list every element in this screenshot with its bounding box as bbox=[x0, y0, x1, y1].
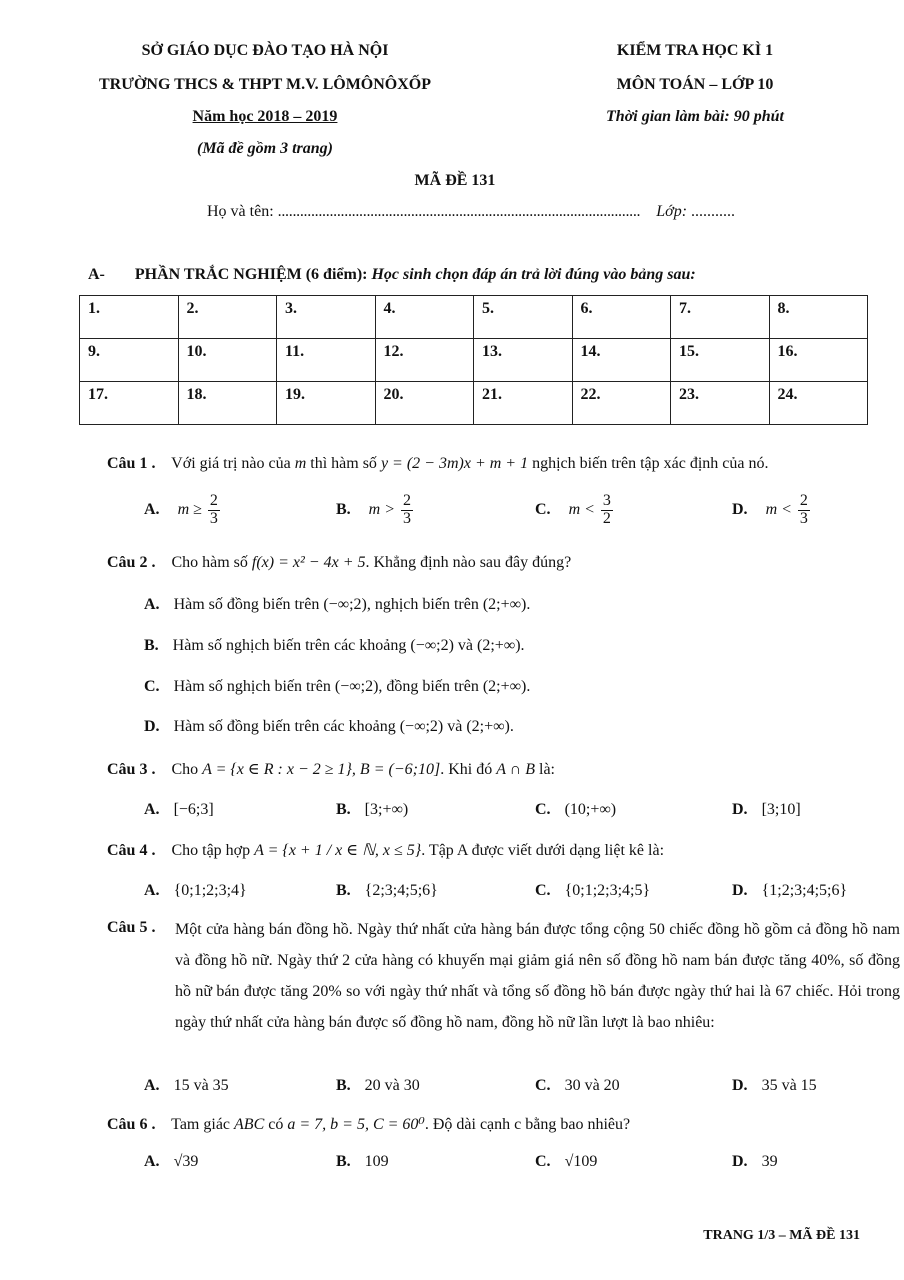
option-text: [3;+∞) bbox=[364, 801, 409, 818]
option-text: 20 và 30 bbox=[364, 1077, 420, 1094]
option-letter: A. bbox=[144, 1077, 160, 1094]
fraction: $\frac{3}{2}$ bbox=[602, 492, 611, 527]
answer-cell[interactable]: 9. bbox=[80, 339, 179, 382]
question-label: Câu 3 . bbox=[107, 761, 156, 778]
option-letter: A. bbox=[144, 500, 160, 518]
option-math: m ≥ bbox=[177, 500, 202, 518]
option-letter: A. bbox=[144, 882, 160, 899]
answer-cell[interactable]: 3. bbox=[277, 296, 376, 339]
fraction: $\frac{2}{3}$ bbox=[799, 492, 808, 527]
answer-cell[interactable]: 17. bbox=[80, 382, 179, 425]
q5-option-b[interactable] bbox=[336, 1077, 420, 1095]
question-5-text: Một cửa hàng bán đồng hồ. Ngày thứ nhất cửa hàng bán được tổng cộng 50 chiếc đồng hồ gồm cả đồng hồ nam và đồng hồ nữ. Ngày thứ 2 cửa hàng có khuyến mại giảm giá nên số đồng hồ nam bán được tăng 40%, số đồng hồ nữ bán được tăng 20% so với ngày thứ nhất và tổng số đồng hồ bán được ngày thứ hai là 67 chiếc. Hỏi trong ngày thứ nhất cửa hàng bán được số đồng hồ nam, đồng hồ nữ lần lượt là bao nhiêu: bbox=[175, 921, 900, 1031]
option-text: [3;10] bbox=[761, 801, 801, 818]
question-6 bbox=[107, 1114, 630, 1134]
q2-option-a[interactable] bbox=[144, 596, 530, 614]
time-limit: Thời gian làm bài: 90 phút bbox=[606, 108, 784, 125]
question-var: m bbox=[294, 455, 307, 472]
school-department: SỞ GIÁO DỤC ĐÀO TẠO HÀ NỘI bbox=[141, 42, 389, 59]
option-text: Hàm số đồng biến trên (−∞;2), nghịch biến trên (2;+∞). bbox=[173, 596, 531, 613]
answer-cell[interactable]: 16. bbox=[769, 339, 868, 382]
q6-option-c[interactable] bbox=[535, 1153, 597, 1171]
option-math: m < bbox=[568, 500, 595, 518]
option-letter: B. bbox=[336, 882, 351, 899]
question-text: nghịch biến trên tập xác định của nó. bbox=[532, 455, 769, 472]
answer-cell[interactable]: 22. bbox=[572, 382, 671, 425]
school-name: TRƯỜNG THCS & THPT M.V. LÔMÔNÔXỐP bbox=[98, 76, 432, 93]
question-formula: f(x) = x² − 4x + 5 bbox=[251, 554, 366, 571]
answer-grid-row bbox=[80, 296, 868, 339]
q5-option-a[interactable] bbox=[144, 1077, 229, 1095]
answer-cell[interactable]: 23. bbox=[671, 382, 770, 425]
question-text: Với giá trị nào của bbox=[171, 455, 291, 472]
answer-cell[interactable]: 21. bbox=[474, 382, 573, 425]
option-letter: B. bbox=[336, 1153, 351, 1170]
q3-option-d[interactable] bbox=[732, 801, 801, 819]
option-letter: B. bbox=[336, 500, 351, 518]
answer-cell[interactable]: 18. bbox=[178, 382, 277, 425]
option-letter: B. bbox=[336, 1077, 351, 1094]
option-letter: B. bbox=[144, 637, 159, 654]
q6-option-b[interactable] bbox=[336, 1153, 389, 1171]
option-text: {0;1;2;3;4;5} bbox=[564, 882, 651, 899]
option-text: {2;3;4;5;6} bbox=[364, 882, 438, 899]
option-letter: A. bbox=[144, 596, 160, 613]
question-2 bbox=[107, 554, 571, 572]
question-text: là: bbox=[539, 761, 555, 778]
option-letter: D. bbox=[732, 1153, 748, 1170]
question-text: có bbox=[268, 1116, 284, 1133]
section-title: PHẦN TRẮC NGHIỆM (6 điểm): bbox=[134, 266, 368, 283]
page-footer: TRANG 1/3 – MÃ ĐỀ 131 bbox=[703, 1228, 860, 1243]
option-letter: D. bbox=[144, 718, 160, 735]
q1-option-d[interactable] bbox=[732, 493, 812, 528]
answer-cell[interactable]: 2. bbox=[178, 296, 277, 339]
section-instruction: Học sinh chọn đáp án trả lời đúng vào bảng sau: bbox=[371, 266, 696, 283]
option-text: 15 và 35 bbox=[173, 1077, 229, 1094]
question-formula: A = {x + 1 / x ∈ ℕ, x ≤ 5} bbox=[254, 842, 422, 859]
question-label: Câu 2 . bbox=[107, 554, 156, 571]
answer-cell[interactable]: 20. bbox=[375, 382, 474, 425]
section-prefix: A- bbox=[88, 266, 105, 283]
answer-grid-row bbox=[80, 382, 868, 425]
question-1 bbox=[107, 455, 768, 473]
q5-option-c[interactable] bbox=[535, 1077, 620, 1095]
q4-option-a[interactable] bbox=[144, 882, 247, 900]
question-text: . Tập A được viết dưới dạng liệt kê là: bbox=[421, 842, 665, 859]
q4-option-d[interactable] bbox=[732, 882, 847, 900]
option-text: 39 bbox=[761, 1153, 778, 1170]
option-text: {1;2;3;4;5;6} bbox=[761, 882, 848, 899]
q3-option-c[interactable] bbox=[535, 801, 616, 819]
question-label: Câu 6 . bbox=[107, 1116, 156, 1133]
answer-cell[interactable]: 8. bbox=[769, 296, 868, 339]
question-text: Cho hàm số bbox=[171, 554, 248, 571]
answer-cell[interactable]: 13. bbox=[474, 339, 573, 382]
fraction: $\frac{2}{3}$ bbox=[403, 492, 412, 527]
option-letter: D. bbox=[732, 801, 748, 818]
option-text: {0;1;2;3;4} bbox=[173, 882, 247, 899]
q2-option-c[interactable] bbox=[144, 678, 530, 696]
option-text: (10;+∞) bbox=[564, 801, 617, 818]
answer-cell[interactable]: 4. bbox=[375, 296, 474, 339]
option-text: √39 bbox=[173, 1153, 199, 1170]
answer-cell[interactable]: 24. bbox=[769, 382, 868, 425]
question-text: thì hàm số bbox=[310, 455, 377, 472]
answer-grid-row bbox=[80, 339, 868, 382]
option-text: Hàm số đồng biến trên các khoảng (−∞;2) và (2;+∞). bbox=[173, 718, 514, 735]
fraction: $\frac{2}{3}$ bbox=[209, 492, 218, 527]
question-text: Cho bbox=[171, 761, 199, 778]
option-text: Hàm số nghịch biến trên các khoảng (−∞;2) và (2;+∞). bbox=[172, 637, 525, 654]
answer-cell[interactable]: 15. bbox=[671, 339, 770, 382]
question-label: Câu 4 . bbox=[107, 842, 156, 859]
option-text: [−6;3] bbox=[173, 801, 214, 818]
answer-cell[interactable]: 6. bbox=[572, 296, 671, 339]
question-text: Cho tập hợp bbox=[171, 842, 251, 859]
option-text: Hàm số nghịch biến trên (−∞;2), đồng biến trên (2;+∞). bbox=[173, 678, 531, 695]
question-label: Câu 1 . bbox=[107, 455, 156, 472]
option-text: 30 và 20 bbox=[564, 1077, 620, 1094]
option-letter: D. bbox=[732, 1077, 748, 1094]
q4-option-b[interactable] bbox=[336, 882, 438, 900]
question-text: . Độ dài cạnh c bằng bao nhiêu? bbox=[424, 1116, 631, 1133]
name-dots: .................................................................................................. bbox=[277, 203, 641, 220]
page-count-note: (Mã đề gồm 3 trang) bbox=[197, 140, 333, 157]
option-letter: D. bbox=[732, 882, 748, 899]
subject-grade: MÔN TOÁN – LỚP 10 bbox=[616, 76, 774, 93]
answer-cell[interactable]: 19. bbox=[277, 382, 376, 425]
option-text: 109 bbox=[364, 1153, 389, 1170]
option-letter: D. bbox=[732, 500, 748, 518]
q3-option-b[interactable] bbox=[336, 801, 408, 819]
question-formula: A = {x ∈ R : x − 2 ≥ 1}, B = (−6;10] bbox=[202, 761, 441, 778]
q2-option-b[interactable] bbox=[144, 637, 525, 655]
name-label: Họ và tên: bbox=[207, 203, 274, 220]
option-text: 35 và 15 bbox=[761, 1077, 817, 1094]
question-text: . Khẳng định nào sau đây đúng? bbox=[365, 554, 572, 571]
option-math: m > bbox=[368, 500, 396, 518]
question-label: Câu 5 . bbox=[107, 919, 156, 936]
question-formula: a = 7, b = 5, C = 60⁰ bbox=[287, 1116, 425, 1133]
answer-cell[interactable]: 1. bbox=[80, 296, 179, 339]
q2-option-d[interactable] bbox=[144, 718, 514, 736]
option-letter: C. bbox=[535, 500, 551, 518]
answer-cell[interactable]: 11. bbox=[277, 339, 376, 382]
option-text: √109 bbox=[564, 1153, 598, 1170]
question-formula: ABC bbox=[234, 1116, 265, 1133]
option-letter: C. bbox=[144, 678, 160, 695]
option-letter: C. bbox=[535, 882, 551, 899]
option-math: m < bbox=[765, 500, 792, 518]
question-text: . Khi đó bbox=[440, 761, 493, 778]
q4-option-c[interactable] bbox=[535, 882, 650, 900]
answer-grid bbox=[79, 295, 868, 425]
q3-option-a[interactable] bbox=[144, 801, 214, 819]
q5-option-d[interactable] bbox=[732, 1077, 817, 1095]
option-letter: B. bbox=[336, 801, 351, 818]
question-text: Tam giác bbox=[171, 1116, 231, 1133]
school-year: Năm học 2018 – 2019 bbox=[192, 108, 338, 125]
answer-cell[interactable]: 7. bbox=[671, 296, 770, 339]
question-formula: y = (2 − 3m)x + m + 1 bbox=[380, 455, 529, 472]
answer-cell[interactable]: 12. bbox=[375, 339, 474, 382]
section-a-heading bbox=[88, 266, 696, 284]
answer-cell[interactable]: 5. bbox=[474, 296, 573, 339]
question-3 bbox=[107, 759, 555, 779]
option-letter: C. bbox=[535, 801, 551, 818]
option-letter: A. bbox=[144, 1153, 160, 1170]
class-dots: ........... bbox=[691, 203, 736, 220]
q6-option-d[interactable] bbox=[732, 1153, 778, 1171]
q1-option-a[interactable] bbox=[144, 493, 222, 528]
option-letter: C. bbox=[535, 1153, 551, 1170]
answer-cell[interactable]: 14. bbox=[572, 339, 671, 382]
question-formula: A ∩ B bbox=[496, 761, 535, 778]
q6-option-a[interactable] bbox=[144, 1153, 198, 1171]
question-4 bbox=[107, 840, 664, 860]
exam-code: MÃ ĐỀ 131 bbox=[414, 172, 496, 189]
option-letter: A. bbox=[144, 801, 160, 818]
option-letter: C. bbox=[535, 1077, 551, 1094]
q1-option-c[interactable] bbox=[535, 493, 615, 528]
q1-option-b[interactable] bbox=[336, 493, 415, 528]
name-field bbox=[207, 203, 735, 221]
class-label: Lớp: bbox=[656, 203, 688, 220]
answer-cell[interactable]: 10. bbox=[178, 339, 277, 382]
exam-title: KIỂM TRA HỌC KÌ 1 bbox=[616, 42, 774, 59]
